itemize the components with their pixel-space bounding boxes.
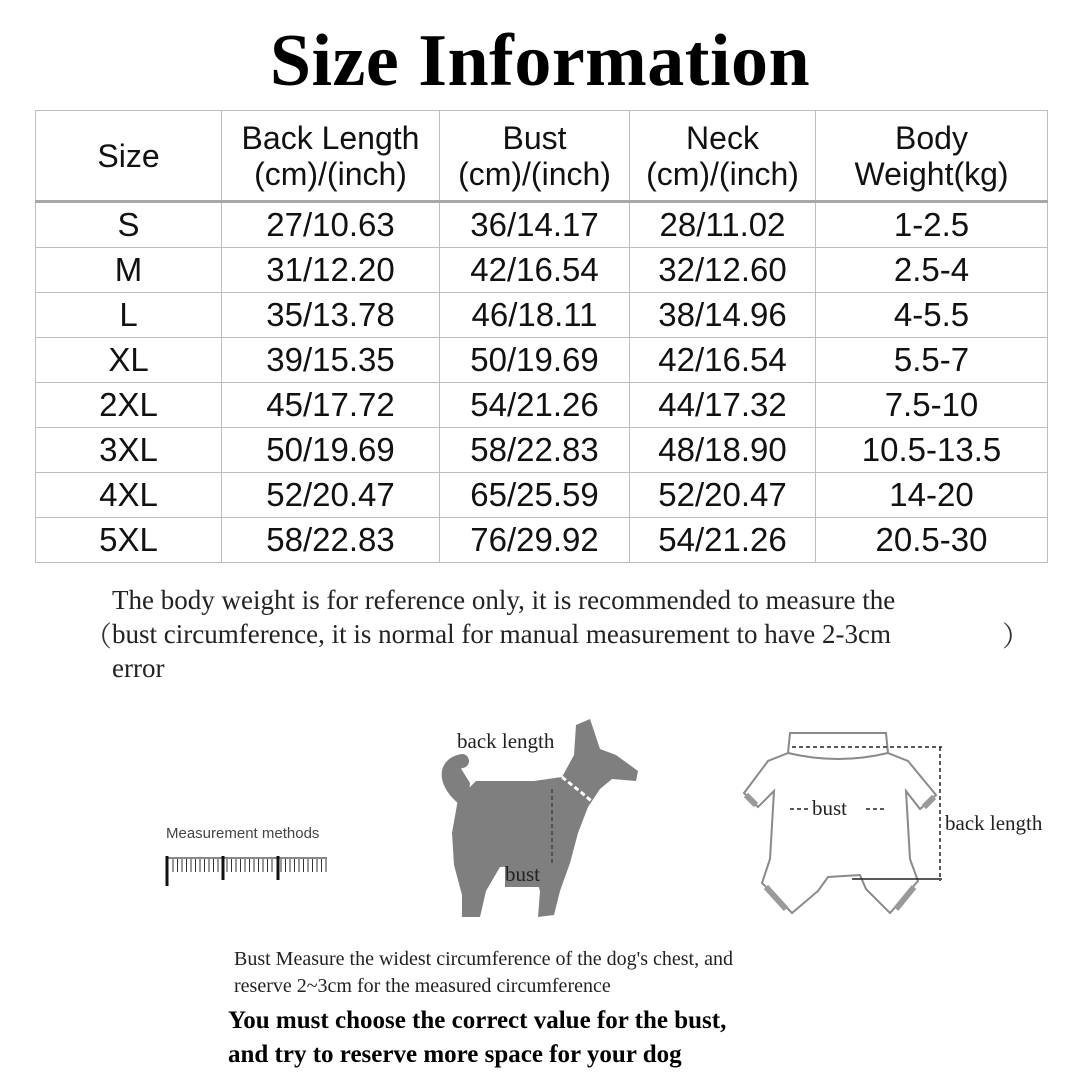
note-line-2: bust circumference, it is normal for manual measurement to have 2-3cm [112, 619, 891, 649]
cell-size: XL [36, 338, 222, 383]
cell-bust: 65/25.59 [440, 473, 630, 518]
cell-body-weight: 10.5-13.5 [816, 428, 1048, 473]
cell-neck: 42/16.54 [630, 338, 816, 383]
note-line-3: error [112, 653, 165, 683]
table-row [36, 428, 1048, 473]
table-row [36, 383, 1048, 428]
cell-neck: 52/20.47 [630, 473, 816, 518]
cell-size: 4XL [36, 473, 222, 518]
cell-back-length: 52/20.47 [222, 473, 440, 518]
header-body-weight-line-2: Weight(kg) [854, 155, 1009, 192]
ruler-icon [165, 850, 335, 890]
cell-neck: 38/14.96 [630, 293, 816, 338]
header-body-weight [816, 111, 1048, 202]
cell-back-length: 50/19.69 [222, 428, 440, 473]
cell-bust: 54/21.26 [440, 383, 630, 428]
cell-back-length: 39/15.35 [222, 338, 440, 383]
bust-description [234, 946, 874, 1000]
cell-bust: 36/14.17 [440, 202, 630, 248]
cell-size: 3XL [36, 428, 222, 473]
cell-neck: 54/21.26 [630, 518, 816, 563]
header-bust-line-1: Bust [502, 119, 567, 156]
cell-back-length: 45/17.72 [222, 383, 440, 428]
table-row [36, 338, 1048, 383]
cell-body-weight: 14-20 [816, 473, 1048, 518]
header-bust-line-2: (cm)/(inch) [458, 155, 611, 192]
cell-body-weight: 5.5-7 [816, 338, 1048, 383]
header-neck [630, 111, 816, 202]
header-bust [440, 111, 630, 202]
emphasis-line-2: and try to reserve more space for your dog [228, 1041, 682, 1068]
cell-size: 5XL [36, 518, 222, 563]
size-table [35, 110, 1048, 563]
cell-bust: 58/22.83 [440, 428, 630, 473]
header-neck-line-2: (cm)/(inch) [646, 155, 799, 192]
cell-body-weight: 1-2.5 [816, 202, 1048, 248]
cell-bust: 50/19.69 [440, 338, 630, 383]
table-header-row [36, 111, 1048, 202]
cell-body-weight: 2.5-4 [816, 248, 1048, 293]
garment-back-length-label: back length [945, 811, 1043, 835]
cell-neck: 32/12.60 [630, 248, 816, 293]
cell-body-weight: 4-5.5 [816, 293, 1048, 338]
table-row [36, 248, 1048, 293]
table-row [36, 473, 1048, 518]
measurement-methods-label: Measurement methods [166, 825, 320, 842]
cell-neck: 44/17.32 [630, 383, 816, 428]
cell-bust: 76/29.92 [440, 518, 630, 563]
bust-description-line-2: reserve 2~3cm for the measured circumference [234, 975, 611, 997]
cell-size: L [36, 293, 222, 338]
cell-neck: 28/11.02 [630, 202, 816, 248]
header-size [36, 111, 222, 202]
table-row [36, 518, 1048, 563]
cell-back-length: 27/10.63 [222, 202, 440, 248]
header-body-weight-line-1: Body [895, 119, 968, 156]
cell-body-weight: 7.5-10 [816, 383, 1048, 428]
note-close-paren: ） [1002, 622, 1031, 653]
note-line-1: The body weight is for reference only, it is recommended to measure the [112, 585, 896, 615]
header-neck-line-1: Neck [686, 119, 759, 156]
cell-body-weight: 20.5-30 [816, 518, 1048, 563]
garment-bust-label: bust [812, 796, 848, 820]
cell-bust: 46/18.11 [440, 293, 630, 338]
table-row [36, 293, 1048, 338]
header-size-line-1: Size [97, 137, 160, 174]
header-back-length-line-1: Back Length [241, 119, 420, 156]
bust-description-line-1: Bust Measure the widest circumference of the dog's chest, and [234, 948, 733, 970]
cell-back-length: 31/12.20 [222, 248, 440, 293]
dog-bust-label: bust [505, 862, 541, 886]
header-back-length [222, 111, 440, 202]
emphasis-note [228, 1004, 928, 1072]
emphasis-line-1: You must choose the correct value for the bust, [228, 1007, 727, 1034]
cell-back-length: 35/13.78 [222, 293, 440, 338]
cell-size: 2XL [36, 383, 222, 428]
cell-size: M [36, 248, 222, 293]
header-back-length-line-2: (cm)/(inch) [254, 155, 407, 192]
garment-outline-icon [740, 725, 960, 920]
dog-back-length-label: back length [457, 729, 555, 753]
table-row [36, 202, 1048, 248]
cell-neck: 48/18.90 [630, 428, 816, 473]
cell-bust: 42/16.54 [440, 248, 630, 293]
page-title: Size Information [269, 20, 811, 102]
note-open-paren: （ [84, 622, 113, 653]
cell-back-length: 58/22.83 [222, 518, 440, 563]
cell-size: S [36, 202, 222, 248]
